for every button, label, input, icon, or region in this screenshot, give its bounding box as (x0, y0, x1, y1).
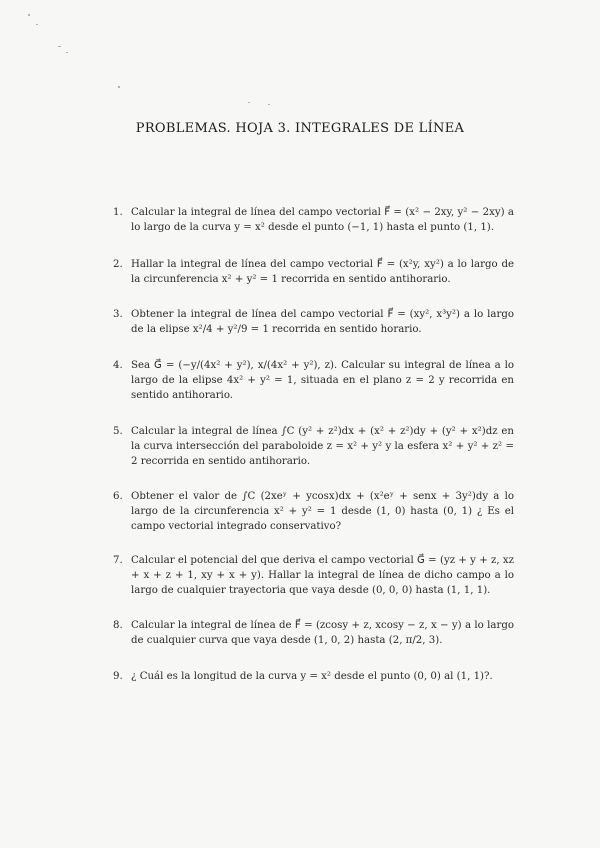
problem-number: 8. (113, 620, 123, 631)
problem-number: 2. (113, 259, 123, 270)
scan-speck (58, 46, 61, 47)
problem-text: ¿ Cuál es la longitud de la curva y = x² desde el punto (0, 0) al (1, 1)?. (131, 671, 493, 682)
problem-text: Hallar la integral de línea del campo vectorial F⃗ = (x²y, xy²) a lo largo de la circunferencia x² + y² = 1 recorrida en sentido antihorario. (131, 259, 514, 285)
problem-6 (114, 489, 514, 534)
problem-text: Calcular la integral de línea del campo vectorial F⃗ = (x² − 2xy, y² − 2xy) a lo largo de la curva y = x² desde el punto (−1, 1) hasta el punto (1, 1). (131, 207, 514, 233)
problem-text: Sea G⃗ = (−y/(4x² + y²), x/(4x² + y²), z). Calcular su integral de línea a lo largo de la elipse 4x² + y² = 1, situada en el plano z = 2 y recorrida en sentido antihorario. (131, 360, 514, 401)
scan-speck (118, 86, 120, 88)
problem-text: Calcular la integral de línea ∫C (y² + z²)dx + (x² + z²)dy + (y² + x²)dz en la curva intersección del paraboloide z = x² + y² y la esfera x² + y² + z² = 2 recorrida en sentido antihorario. (131, 426, 514, 467)
scan-speck (36, 24, 38, 25)
problem-number: 4. (113, 360, 123, 371)
problem-text: Obtener la integral de línea del campo vectorial F⃗ = (xy², x³y²) a lo largo de la elipse x²/4 + y²/9 = 1 recorrida en sentido horario. (131, 309, 514, 335)
problem-4 (114, 358, 514, 403)
problem-number: 3. (113, 309, 123, 320)
problem-9 (114, 669, 514, 684)
problem-1 (114, 205, 514, 235)
scan-speck (248, 102, 250, 103)
problem-text: Calcular la integral de línea de F⃗ = (zcosy + z, xcosy − z, x − y) a lo largo de cualquier curva que vaya desde (1, 0, 2) hasta (2, π/2, 3). (131, 620, 514, 646)
scan-speck (66, 52, 68, 53)
problem-3 (114, 307, 514, 337)
scan-speck (28, 14, 30, 16)
problem-number: 6. (113, 491, 123, 502)
problem-text: Obtener el valor de ∫C (2xeʸ + ycosx)dx + (x²eʸ + senx + 3y²)dy a lo largo de la circunferencia x² + y² = 1 desde (1, 0) hasta (0, 1) ¿ Es el campo vectorial integrado conservativo? (131, 491, 514, 532)
page-title: PROBLEMAS. HOJA 3. INTEGRALES DE LÍNEA (135, 121, 465, 136)
problem-text: Calcular el potencial del que deriva el campo vectorial G⃗ = (yz + y + z, xz + x + z + 1, xy + x + y). Hallar la integral de línea de dicho campo a lo largo de cualquier trayectoria que vaya desde (0, 0, 0) hasta (1, 1, 1). (131, 555, 514, 596)
problem-number: 1. (113, 207, 123, 218)
problem-7 (114, 553, 514, 598)
problem-number: 9. (113, 671, 123, 682)
scan-speck (268, 104, 270, 105)
problem-8 (114, 618, 514, 648)
problem-number: 7. (113, 555, 123, 566)
problem-5 (114, 424, 514, 469)
problem-2 (114, 257, 514, 287)
problem-number: 5. (113, 426, 123, 437)
